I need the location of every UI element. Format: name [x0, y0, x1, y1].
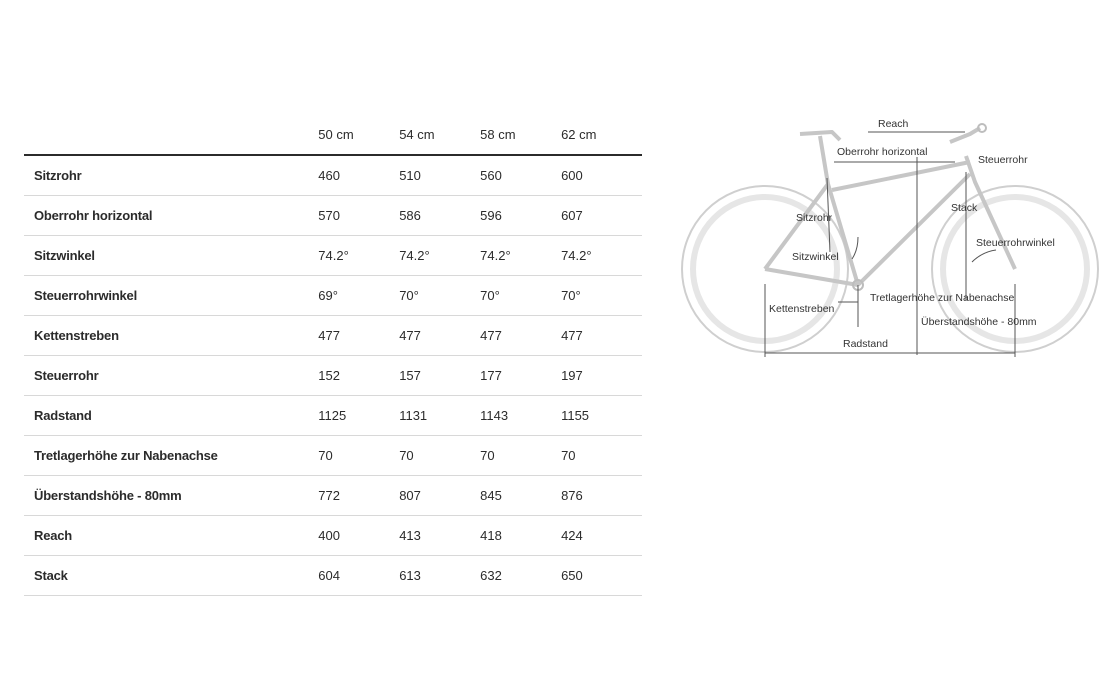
label-oberrohr: Oberrohr horizontal: [837, 146, 928, 158]
table-row: [24, 556, 642, 596]
label-tretlager: Tretlagerhöhe zur Nabenachse: [870, 292, 1015, 304]
row-value: 510: [399, 168, 421, 183]
label-stack: Stack: [951, 202, 978, 214]
table-header-row: [24, 114, 642, 156]
row-value: 69°: [318, 288, 338, 303]
row-value: 613: [399, 568, 421, 583]
table-row: [24, 396, 642, 436]
row-value: 74.2°: [318, 248, 349, 263]
label-radstand: Radstand: [843, 338, 888, 350]
row-value: 157: [399, 368, 421, 383]
row-label: Reach: [34, 528, 73, 543]
row-value: 604: [318, 568, 340, 583]
row-value: 876: [561, 488, 583, 503]
size-header: 54 cm: [399, 126, 435, 142]
row-value: 477: [318, 328, 340, 343]
table-row: [24, 156, 642, 196]
row-value: 74.2°: [399, 248, 430, 263]
label-steuerrohrwinkel: Steuerrohrwinkel: [976, 237, 1055, 249]
geometry-table: [24, 114, 642, 596]
table-row: [24, 276, 642, 316]
row-value: 632: [480, 568, 502, 583]
row-label: Sitzwinkel: [34, 248, 95, 263]
row-value: 772: [318, 488, 340, 503]
row-value: 477: [480, 328, 502, 343]
size-header: 50 cm: [318, 126, 354, 142]
row-value: 152: [318, 368, 340, 383]
row-value: 570: [318, 208, 340, 223]
label-sitzwinkel: Sitzwinkel: [792, 251, 839, 263]
row-value: 197: [561, 368, 583, 383]
label-sitzrohr: Sitzrohr: [796, 212, 833, 224]
bike-geometry-diagram: [680, 112, 1100, 362]
row-value: 70°: [399, 288, 419, 303]
row-value: 1125: [318, 408, 347, 423]
row-label: Steuerrohrwinkel: [34, 288, 137, 303]
row-value: 845: [480, 488, 502, 503]
row-value: 460: [318, 168, 340, 183]
row-value: 413: [399, 528, 421, 543]
table-row: [24, 476, 642, 516]
row-value: 807: [399, 488, 421, 503]
row-value: 424: [561, 528, 583, 543]
row-label: Sitzrohr: [34, 168, 82, 183]
label-reach: Reach: [878, 118, 909, 130]
table-row: [24, 236, 642, 276]
row-value: 418: [480, 528, 502, 543]
row-value: 177: [480, 368, 502, 383]
table-row: [24, 316, 642, 356]
table-row: [24, 196, 642, 236]
row-value: 1131: [399, 408, 428, 423]
table-row: [24, 516, 642, 556]
table-body: [24, 156, 642, 596]
row-label: Oberrohr horizontal: [34, 208, 153, 223]
label-ueberstand: Überstandshöhe - 80mm: [921, 316, 1037, 328]
row-value: 400: [318, 528, 340, 543]
row-value: 70°: [561, 288, 581, 303]
table-row: [24, 436, 642, 476]
row-label: Stack: [34, 568, 68, 583]
row-value: 74.2°: [480, 248, 511, 263]
label-steuerrohr: Steuerrohr: [978, 154, 1028, 166]
row-label: Tretlagerhöhe zur Nabenachse: [34, 448, 218, 463]
size-header: 62 cm: [561, 126, 597, 142]
row-value: 70: [318, 448, 333, 463]
row-value: 1143: [480, 408, 509, 423]
row-value: 70: [561, 448, 576, 463]
row-value: 600: [561, 168, 583, 183]
row-value: 596: [480, 208, 502, 223]
row-value: 650: [561, 568, 583, 583]
row-value: 74.2°: [561, 248, 592, 263]
row-label: Kettenstreben: [34, 328, 119, 343]
row-value: 70: [480, 448, 495, 463]
row-value: 70°: [480, 288, 500, 303]
row-label: Steuerrohr: [34, 368, 99, 383]
row-value: 560: [480, 168, 502, 183]
row-value: 607: [561, 208, 583, 223]
row-value: 477: [561, 328, 583, 343]
row-value: 477: [399, 328, 421, 343]
row-value: 70: [399, 448, 414, 463]
table-row: [24, 356, 642, 396]
row-label: Radstand: [34, 408, 92, 423]
row-label: Überstandshöhe - 80mm: [34, 488, 182, 503]
row-value: 1155: [561, 408, 590, 423]
size-header: 58 cm: [480, 126, 516, 142]
label-kettenstreben: Kettenstreben: [769, 303, 835, 315]
row-value: 586: [399, 208, 421, 223]
